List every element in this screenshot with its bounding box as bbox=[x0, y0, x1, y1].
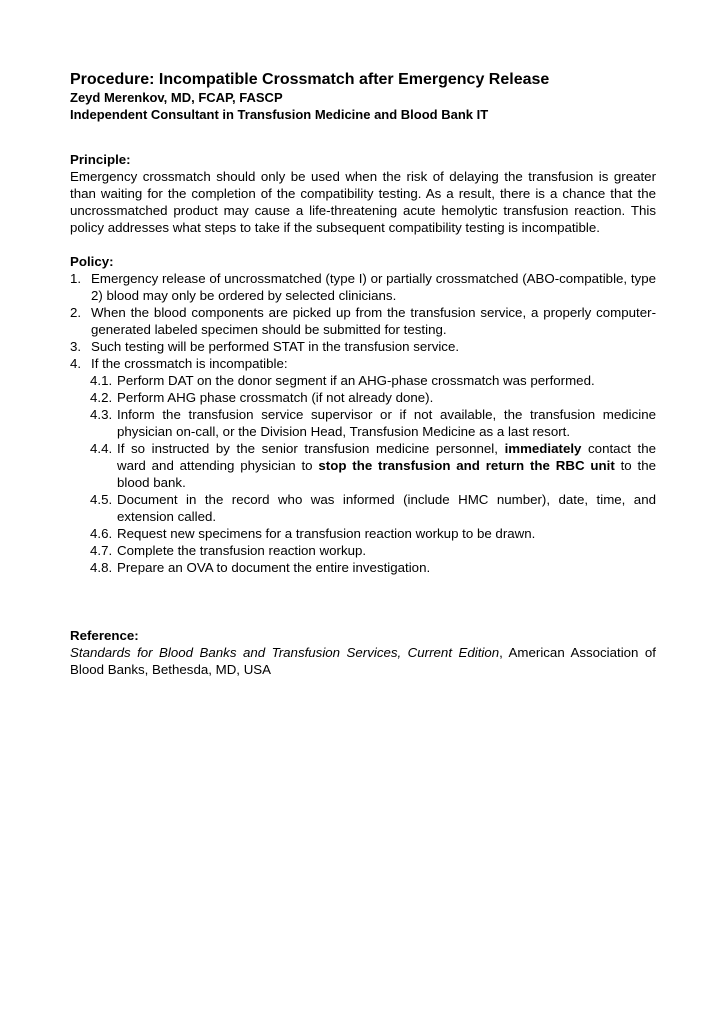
reference-rest: , American Association of Blood Banks, Bethesda, MD, USA bbox=[70, 645, 656, 677]
policy-subitem bbox=[69, 440, 656, 491]
policy-subitem-number: 4.2. bbox=[90, 390, 113, 405]
policy-subitem bbox=[69, 559, 656, 576]
policy-item-text: Such testing will be performed STAT in the transfusion service. bbox=[91, 339, 460, 354]
policy-subitem-text-c: to the blood bank. bbox=[117, 458, 657, 490]
policy-item-number: 2. bbox=[70, 305, 82, 320]
principle-heading: Principle: bbox=[70, 152, 131, 167]
reference-heading: Reference: bbox=[70, 628, 139, 643]
author-name: Zeyd Merenkov, MD, FCAP, FASCP bbox=[70, 90, 283, 105]
policy-subitem-number: 4.4. bbox=[90, 441, 113, 456]
policy-sublist bbox=[70, 372, 656, 576]
policy-subitem-number: 4.8. bbox=[90, 560, 113, 575]
policy-item bbox=[70, 355, 656, 372]
document-title: Procedure: Incompatible Crossmatch after Emergency Release bbox=[70, 71, 550, 88]
policy-item-number: 4. bbox=[70, 356, 82, 371]
policy-subitem bbox=[69, 542, 656, 559]
policy-subitem-number: 4.1. bbox=[90, 373, 113, 388]
principle-text: Emergency crossmatch should only be used when the risk of delaying the transfusion is greater than waiting for the completion of the compatibility testing. As a result, there is a chance that the uncrossmatched product may cause a life-threatening acute hemolytic transfusion reaction. This policy addresses what steps to take if the subsequent compatibility testing is incompatible. bbox=[70, 169, 656, 235]
policy-item-text: Emergency release of uncrossmatched (type I) or partially crossmatched (ABO-compatible, type 2) blood may only be ordered by selected clinicians. bbox=[91, 271, 656, 303]
policy-subitem-text: Perform DAT on the donor segment if an AHG-phase crossmatch was performed. bbox=[117, 373, 595, 388]
policy-subitem-text: Document in the record who was informed (include HMC number), date, time, and extension called. bbox=[117, 492, 656, 524]
policy-subitem-text-a: If so instructed by the senior transfusion medicine personnel, bbox=[117, 441, 505, 456]
author-affiliation: Independent Consultant in Transfusion Medicine and Blood Bank IT bbox=[70, 107, 489, 122]
policy-subitem bbox=[69, 406, 656, 440]
document-page bbox=[70, 70, 656, 678]
emphasis-immediately: immediately bbox=[504, 441, 582, 456]
policy-subitem-number: 4.6. bbox=[90, 526, 113, 541]
policy-subitem bbox=[69, 389, 656, 406]
reference-title: Standards for Blood Banks and Transfusion Services, Current Edition bbox=[70, 645, 500, 660]
policy-subitem-text: Complete the transfusion reaction workup. bbox=[117, 543, 367, 558]
policy-item-text: If the crossmatch is incompatible: bbox=[91, 356, 288, 371]
policy-subitem-text: Perform AHG phase crossmatch (if not already done). bbox=[117, 390, 434, 405]
policy-heading: Policy: bbox=[70, 254, 114, 269]
policy-subitem-text: Request new specimens for a transfusion reaction workup to be drawn. bbox=[117, 526, 536, 541]
policy-subitem-text-b: contact the ward and attending physician to bbox=[117, 441, 656, 473]
policy-item-text: When the blood components are picked up from the transfusion service, a properly computer-generated labeled specimen should be submitted for testing. bbox=[91, 305, 656, 337]
policy-item bbox=[70, 338, 656, 355]
policy-item bbox=[70, 304, 656, 338]
policy-subitem bbox=[69, 491, 656, 525]
policy-item-number: 3. bbox=[70, 339, 82, 354]
policy-item-number: 1. bbox=[70, 271, 82, 286]
policy-subitem-number: 4.5. bbox=[90, 492, 113, 507]
policy-item bbox=[70, 270, 656, 304]
policy-subitem-text: Inform the transfusion service supervisor or if not available, the transfusion medicine physician on-call, or the Division Head, Transfusion Medicine as a last resort. bbox=[117, 407, 656, 439]
policy-subitem-number: 4.7. bbox=[90, 543, 113, 558]
policy-subitem bbox=[69, 525, 656, 542]
policy-subitem bbox=[69, 372, 656, 389]
reference-text bbox=[70, 644, 656, 678]
emphasis-stop-transfusion: stop the transfusion and return the RBC unit bbox=[318, 458, 615, 473]
policy-subitem-text: Prepare an OVA to document the entire investigation. bbox=[117, 560, 431, 575]
policy-list bbox=[70, 270, 656, 576]
policy-subitem-number: 4.3. bbox=[90, 407, 113, 422]
